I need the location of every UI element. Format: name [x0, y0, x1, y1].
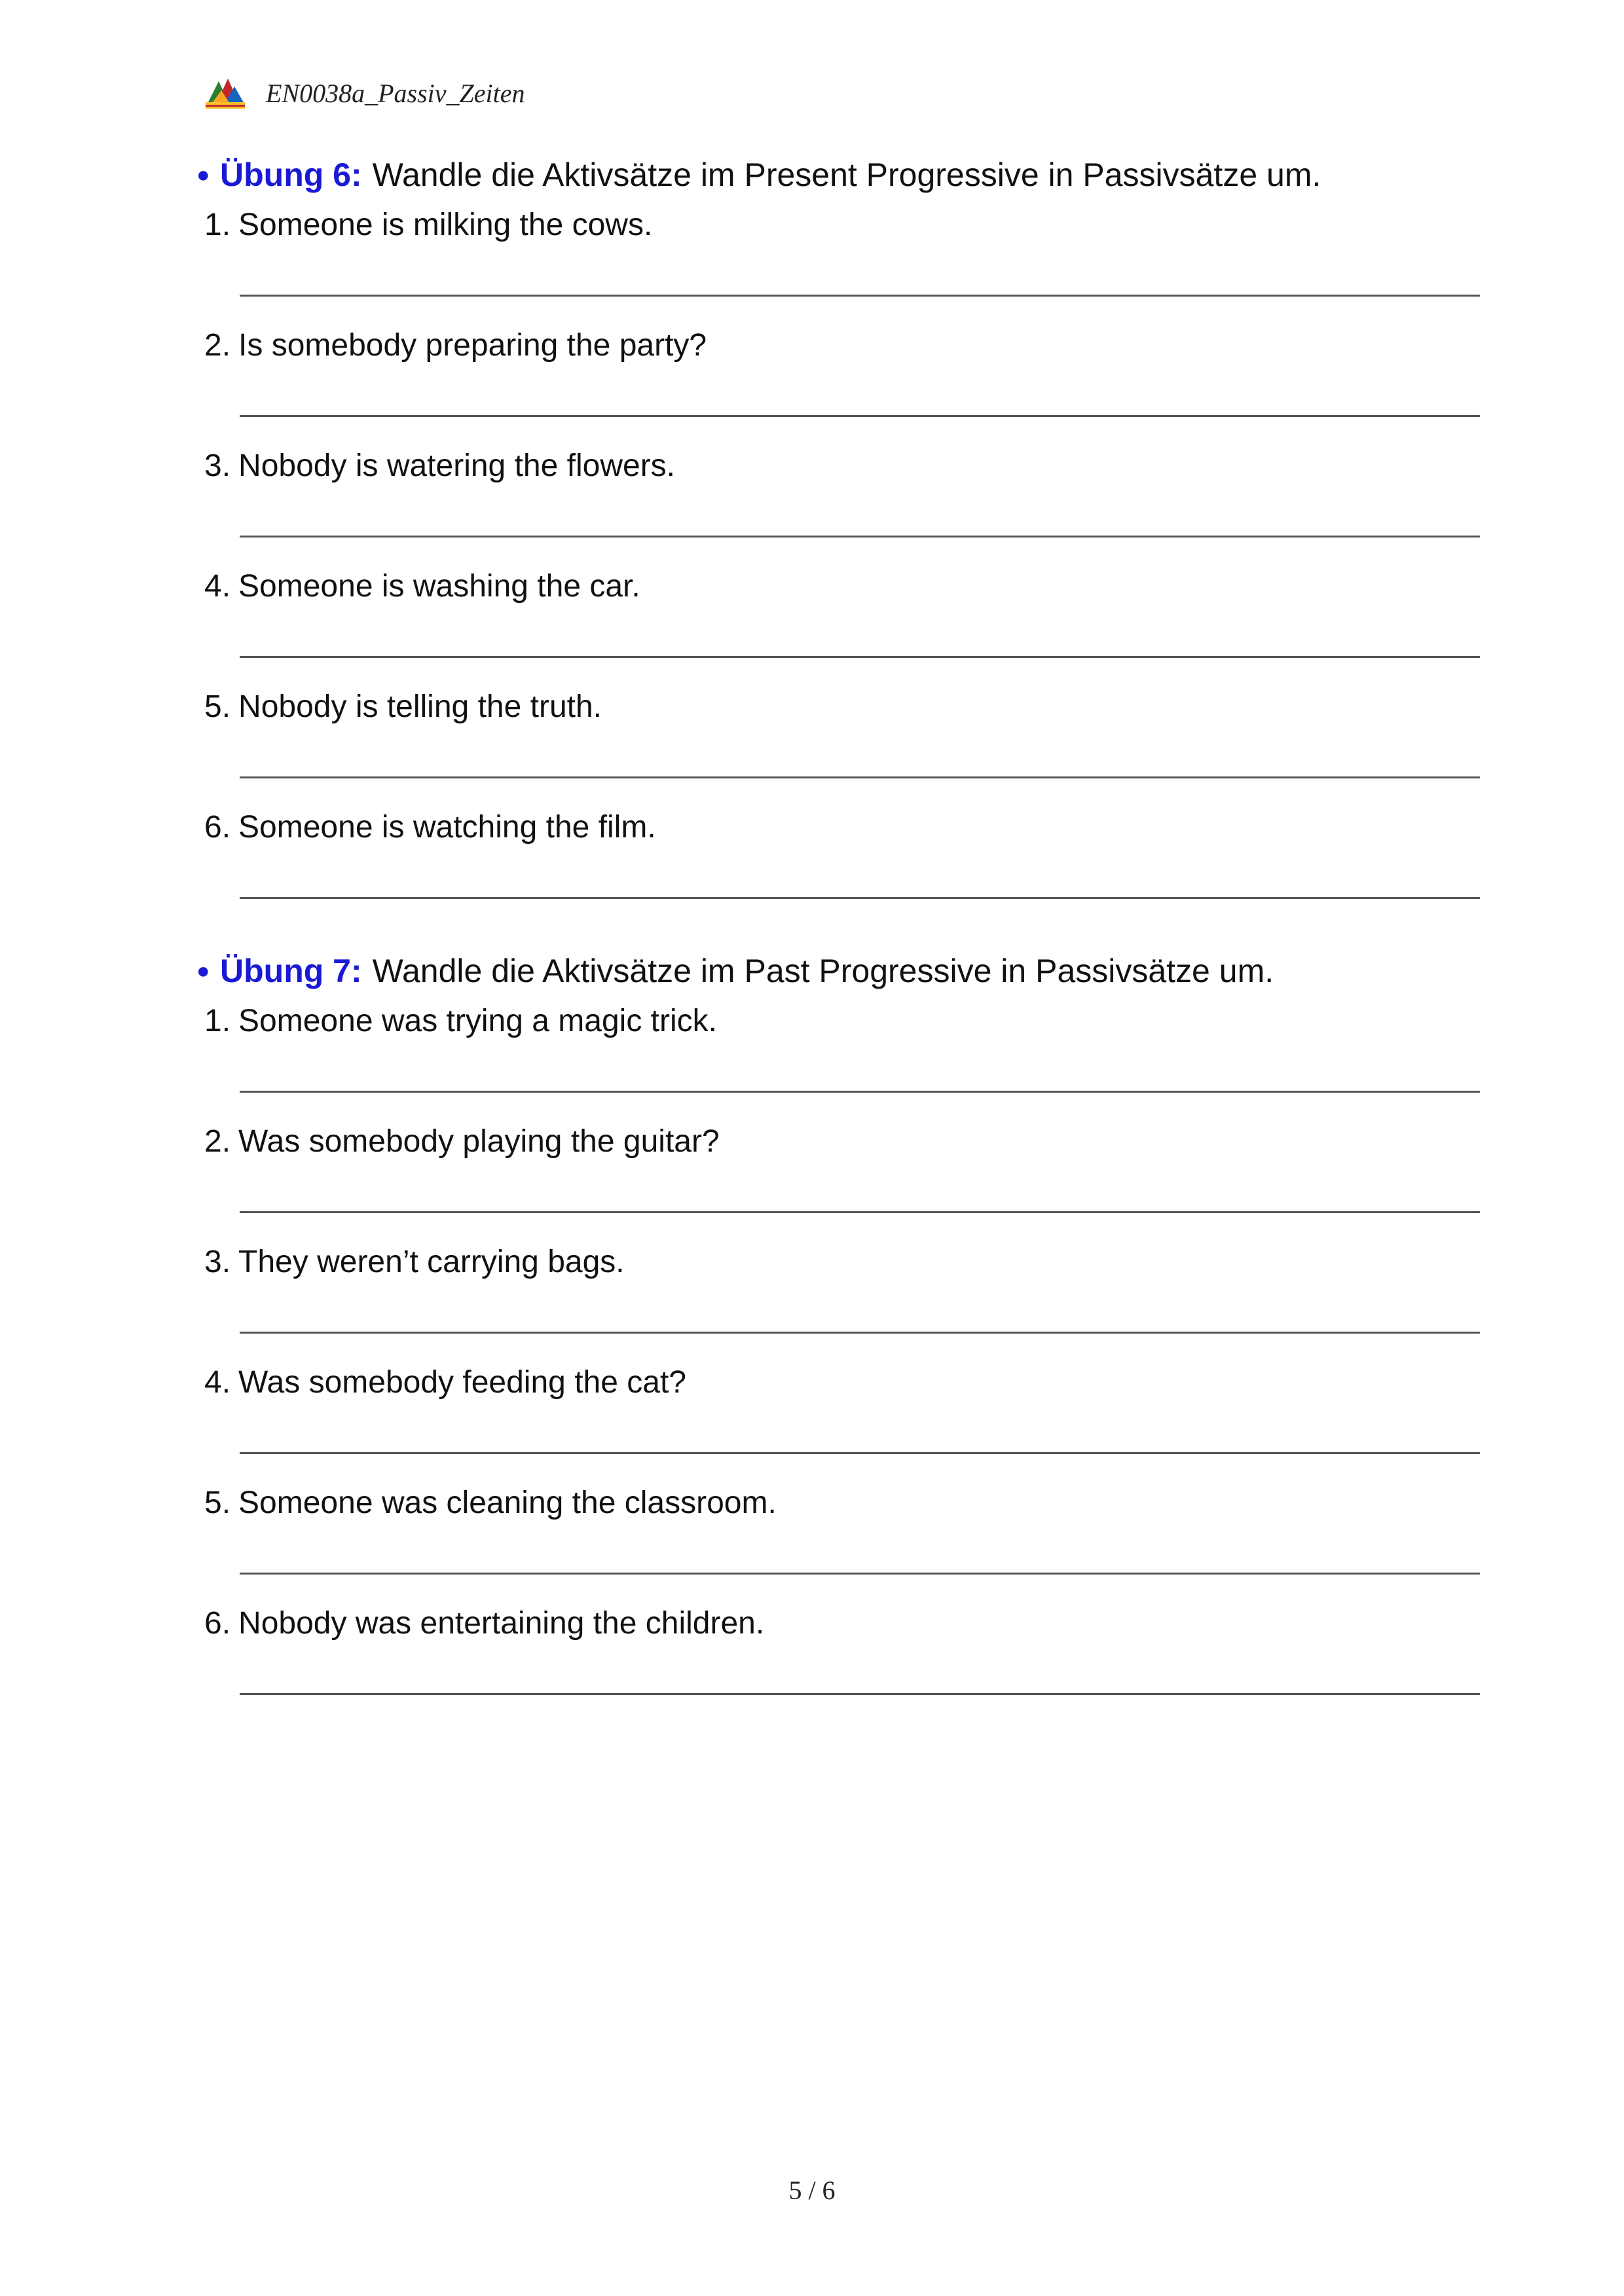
answer-line[interactable]: [240, 1553, 1480, 1579]
answer-rule: [240, 1452, 1480, 1454]
item-number: 3.: [204, 1245, 231, 1279]
exercise-item: [196, 680, 1480, 800]
item-number: 4.: [204, 569, 231, 604]
item-number: 2.: [204, 1124, 231, 1159]
item-sentence: Nobody was entertaining the children.: [238, 1606, 765, 1641]
answer-line[interactable]: [240, 395, 1480, 422]
bullet-icon: ●: [196, 958, 210, 983]
item-sentence: Is somebody preparing the party?: [238, 328, 707, 363]
exercise-item: [196, 1114, 1480, 1235]
exercise-item: [196, 439, 1480, 559]
answer-line[interactable]: [240, 877, 1480, 903]
bullet-icon: ●: [196, 162, 210, 187]
exercise-item: [196, 800, 1480, 920]
exercise-7: [196, 948, 1480, 1717]
answer-rule: [240, 897, 1480, 899]
item-sentence: They weren’t carrying bags.: [238, 1245, 625, 1279]
answer-line[interactable]: [240, 1312, 1480, 1338]
answer-line[interactable]: [240, 1432, 1480, 1459]
answer-rule: [240, 536, 1480, 538]
page-number: 5 / 6: [788, 2176, 836, 2205]
exercise-item: [196, 198, 1480, 318]
item-sentence: Nobody is telling the truth.: [238, 689, 602, 724]
exercise-item: [196, 1355, 1480, 1476]
answer-line[interactable]: [240, 1673, 1480, 1700]
exercise-item: [196, 1476, 1480, 1596]
answer-rule: [240, 776, 1480, 778]
exercise-instruction: Wandle die Aktivsätze im Past Progressive in Passivsätze um.: [372, 953, 1274, 989]
page-header: [204, 73, 525, 113]
answer-rule: [240, 1693, 1480, 1695]
document-id: EN0038a_Passiv_Zeiten: [266, 78, 525, 108]
exercise-6: [196, 152, 1480, 920]
item-sentence: Someone is watching the film.: [238, 810, 656, 845]
exercise-label: Übung 6:: [220, 156, 362, 193]
exercise-item: [196, 994, 1480, 1114]
exercise-heading: [196, 152, 1480, 198]
answer-rule: [240, 1211, 1480, 1213]
answer-line[interactable]: [240, 1192, 1480, 1218]
exercise-item: [196, 559, 1480, 680]
item-number: 5.: [204, 689, 231, 724]
item-sentence: Someone was cleaning the classroom.: [238, 1485, 777, 1520]
answer-rule: [240, 415, 1480, 417]
item-number: 3.: [204, 448, 231, 483]
answer-line[interactable]: [240, 516, 1480, 542]
answer-rule: [240, 1332, 1480, 1334]
answer-rule: [240, 1573, 1480, 1575]
item-sentence: Was somebody feeding the cat?: [238, 1365, 686, 1400]
exercise-heading: [196, 948, 1480, 994]
item-sentence: Nobody is watering the flowers.: [238, 448, 676, 483]
exercise-label: Übung 7:: [220, 953, 362, 989]
answer-line[interactable]: [240, 636, 1480, 663]
exercise-item: [196, 1596, 1480, 1717]
answer-line[interactable]: [240, 275, 1480, 301]
answer-rule: [240, 656, 1480, 658]
answer-rule: [240, 1091, 1480, 1093]
item-sentence: Someone is washing the car.: [238, 569, 640, 604]
item-sentence: Someone is milking the cows.: [238, 208, 653, 242]
item-sentence: Someone was trying a magic trick.: [238, 1004, 717, 1038]
answer-rule: [240, 295, 1480, 297]
answer-line[interactable]: [240, 757, 1480, 783]
item-number: 6.: [204, 810, 231, 845]
item-sentence: Was somebody playing the guitar?: [238, 1124, 720, 1159]
item-number: 5.: [204, 1485, 231, 1520]
item-number: 6.: [204, 1606, 231, 1641]
item-number: 1.: [204, 208, 231, 242]
item-number: 1.: [204, 1004, 231, 1038]
item-number: 2.: [204, 328, 231, 363]
exercise-item: [196, 318, 1480, 439]
answer-line[interactable]: [240, 1071, 1480, 1097]
item-number: 4.: [204, 1365, 231, 1400]
exercise-instruction: Wandle die Aktivsätze im Present Progressive in Passivsätze um.: [372, 156, 1321, 193]
publisher-logo-icon: [204, 76, 246, 110]
exercise-item: [196, 1235, 1480, 1355]
